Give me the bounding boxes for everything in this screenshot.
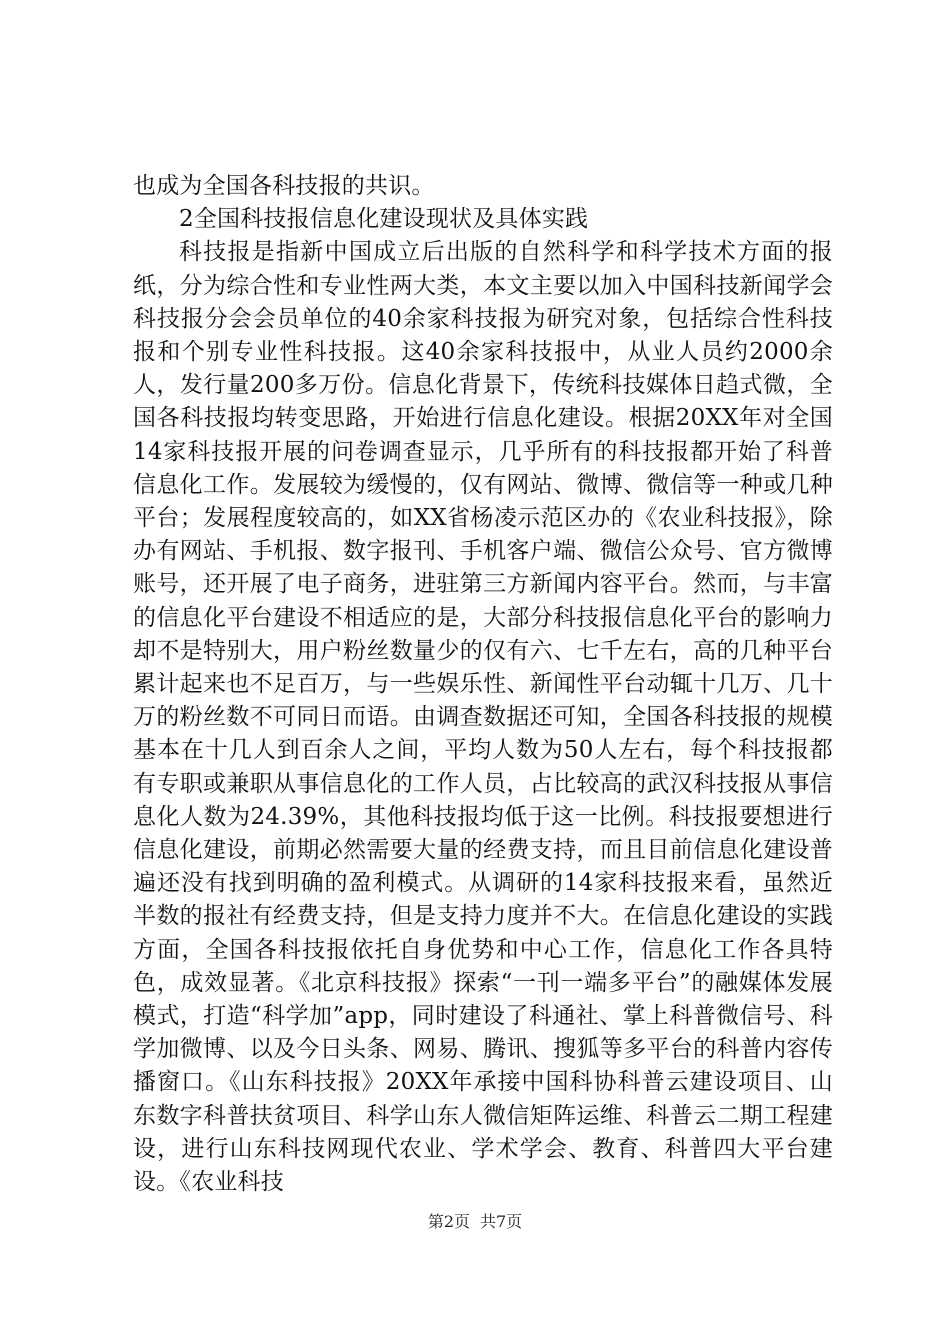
body-paragraph: 科技报是指新中国成立后出版的自然科学和科学技术方面的报纸，分为综合性和专业性两大类，本文主要以加入中国科技新闻学会科技报分会会员单位的40余家科技报为研究对象，包括综合性科技报和个别专业性科技报。这40余家科技报中，从业人员约2000余人，发行量200多万份。信息化背景下，传统科技媒体日趋式微，全国各科技报均转变思路，开始进行信息化建设。根据20XX年对全国14家科技报开展的问卷调查显示，几乎所有的科技报都开始了科普信息化工作。发展较为缓慢的，仅有网站、微博、微信等一种或几种平台；发展程度较高的，如XX省杨凌示范区办的《农业科技报》，除办有网站、手机报、数字报刊、手机客户端、微信公众号、官方微博账号，还开展了电子商务，进驻第三方新闻内容平台。然而，与丰富的信息化平台建设不相适应的是，大部分科技报信息化平台的影响力却不是特别大，用户粉丝数量少的仅有六、七千左右，高的几种平台累计起来也不足百万，与一些娱乐性、新闻性平台动辄十几万、几十万的粉丝数不可同日而语。由调查数据还可知，全国各科技报的规模基本在十几人到百余人之间，平均人数为50人左右，每个科技报都有专职或兼职从事信息化的工作人员，占比较高的武汉科技报从事信息化人数为24.39%，其他科技报均低于这一比例。科技报要想进行信息化建设，前期必然需要大量的经费支持，而且目前信息化建设普遍还没有找到明确的盈利模式。从调研的14家科技报来看，虽然近半数的报社有经费支持，但是支持力度并不大。在信息化建设的实践方面，全国各科技报依托自身优势和中心工作，信息化工作各具特色，成效显著。《北京科技报》探索“一刊一端多平台”的融媒体发展模式，打造“科学加”app，同时建设了科通社、掌上科普微信号、科学加微博、以及今日头条、网易、腾讯、搜狐等多平台的科普内容传播窗口。《山东科技报》20XX年承接中国科协科普云建设项目、山东数字科普扶贫项目、科学山东人微信矩阵运维、科普云二期工程建设，进行山东科技网现代农业、学术学会、教育、科普四大平台建设。《农业科技 [133, 239, 833, 1196]
page-footer [0, 1212, 950, 1232]
paragraph-continuation: 也成为全国各科技报的共识。 [133, 173, 435, 199]
page-number: 第2页 [427, 1212, 470, 1231]
section-heading: 2全国科技报信息化建设现状及具体实践 [179, 206, 589, 233]
page-total: 共7页 [480, 1212, 523, 1231]
document-body [133, 170, 833, 1199]
